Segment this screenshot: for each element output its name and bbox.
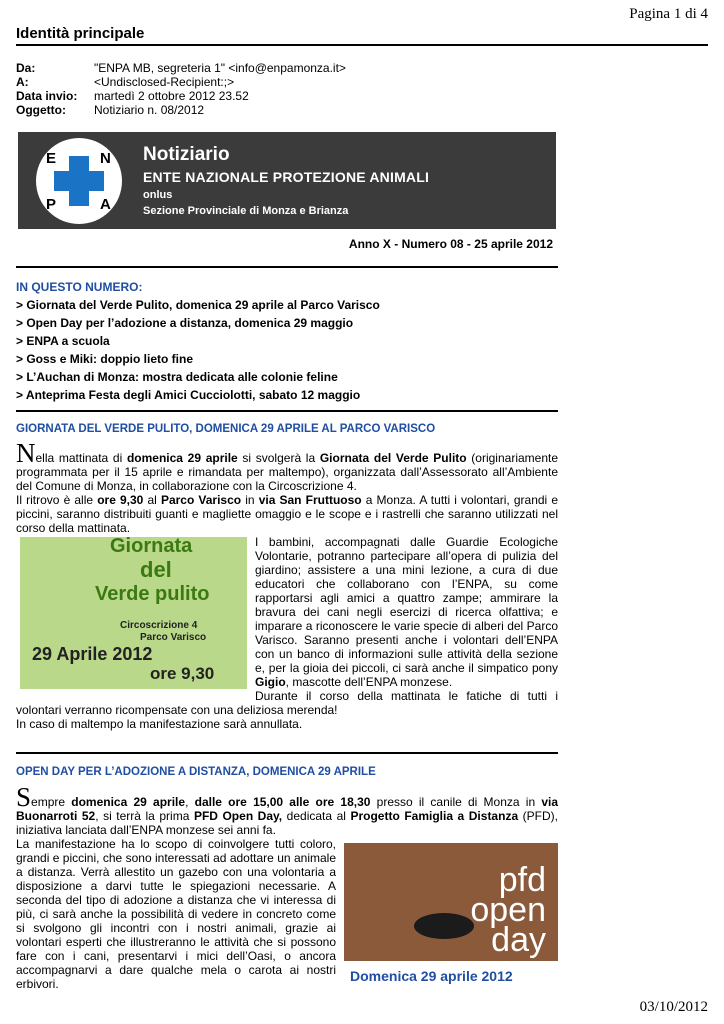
logo-letter-p: P (46, 196, 57, 213)
sent-value: martedì 2 ottobre 2012 23.52 (94, 89, 249, 103)
to-value: <Undisclosed-Recipient:;> (94, 75, 235, 89)
toc-item[interactable]: > Giornata del Verde Pulito, domenica 29 aprile al Parco Varisco (16, 298, 380, 312)
section2-body: Sempre domenica 29 aprile, dalle ore 15,00 alle ore 18,30 presso il canile di Monza in via Buonarroti 52, si terrà la prima PFD Open Day, dedicata al Progetto Famiglia a Distanza (PFD), iniziativa lanciata dall’ENPA monzese sei anni fa. pfd open day Domenica 29 aprile 2012 La manifestazione ha lo scopo di coinvolgere tutti coloro, grandi e piccini, che sono interessati ad adottare un animale a distanza. Verrà allestito un gazebo con una volontaria a disposizione a darvi tutte le spiegazioni necessarie. A seconda del tipo di adozione a distanza che vi interessa di più, ci sarà anche la possibilità di vedere in concreto come si svolgono gli incontri con i nostri animali, grazie ai volontari esperti che illustreranno le attività che si possono fare con i cani, presentarvi i mici dell’Oasi, o ancora accompagnarvi a dare qualche mela o carota ai nostri erbivori. (16, 782, 559, 991)
from-value: "ENPA MB, segreteria 1" <info@enpamonza.it> (94, 61, 346, 75)
toc-item[interactable]: > L’Auchan di Monza: mostra dedicata alle colonie feline (16, 370, 338, 384)
toc-title: IN QUESTO NUMERO: (16, 280, 143, 294)
verde-pulito-poster: Giornata del Verde pulito Circoscrizione 4 Parco Varisco 29 Aprile 2012 ore 9,30 (20, 537, 247, 689)
newsletter-banner (18, 132, 556, 229)
page-number: Pagina 1 di 4 (629, 6, 708, 22)
sent-label: Data invio: (16, 89, 78, 103)
issue-line: Anno X - Numero 08 - 25 aprile 2012 (348, 237, 553, 251)
email-headers (16, 61, 346, 117)
divider (16, 266, 558, 268)
divider (16, 752, 558, 754)
logo-letter-n: N (100, 150, 111, 167)
banner-onlus: onlus (143, 189, 173, 201)
section2-title: OPEN DAY PER L’ADOZIONE A DISTANZA, DOMENICA 29 APRILE (16, 766, 376, 778)
section1-title: GIORNATA DEL VERDE PULITO, DOMENICA 29 APRILE AL PARCO VARISCO (16, 423, 436, 435)
toc-item[interactable]: > Goss e Miki: doppio lieto fine (16, 352, 194, 366)
dropcap: N (16, 438, 36, 468)
toc-item[interactable]: > ENPA a scuola (16, 334, 110, 348)
subject-value: Notiziario n. 08/2012 (94, 103, 205, 117)
dropcap: S (16, 782, 32, 812)
enpa-logo (36, 138, 122, 224)
toc-item[interactable]: > Open Day per l’adozione a distanza, domenica 29 maggio (16, 316, 354, 330)
from-label: Da: (16, 61, 36, 75)
print-date: 03/10/2012 (639, 999, 708, 1015)
subject-label: Oggetto: (16, 103, 66, 117)
divider (16, 410, 558, 412)
banner-section: Sezione Provinciale di Monza e Brianza (143, 205, 349, 217)
to-label: A: (16, 75, 29, 89)
table-of-contents (16, 278, 380, 404)
section1-body: Nella mattinata di domenica 29 aprile si svolgerà la Giornata del Verde Pulito (originariamente programmata per il 15 aprile e rimandata per maltempo), organizzata dall’Assessorato all’Ambiente del Comune di Monza, in collaborazione con la Circoscrizione 4. Il ritrovo è alle ore 9,30 al Parco Varisco in via San Fruttuoso a Monza. A tutti i volontari, grandi e piccini, saranno distribuiti guanti e magliette omaggio e le scope e i rastrelli che saranno utilizzati nel corso della mattinata. Giornata del Verde pulito Circoscrizione 4 Parco Varisco 29 Aprile 2012 ore 9,30 I bambini, accompagnati dalle Guardie Ecologiche Volontarie, potranno partecipare all’opera di pulizia del giardino; assistere a una mini lezione, a cura di due educatori che collaborano con l’ENPA, su come rapportarsi agli amici a quattro zampe; ammirare la bravura dei cani negli esercizi di ricerca olfattiva; e imparare a riconoscere le varie specie di alberi del Parco Varisco. Saranno presenti anche i volontari dell’ENPA con un banco di informazioni sulle attività della sezione e, per la gioia dei piccoli, ci sarà anche il simpatico pony Gigio, mascotte dell’ENPA monzese. Durante il corso della mattinata le fatiche di tutti i volontari verranno ricompensate con una deliziosa merenda! In caso di maltempo la manifestazione sarà annullata. (16, 438, 559, 731)
pfd-open-day-poster: pfd open day Domenica 29 aprile 2012 (344, 843, 558, 991)
identity-heading: Identità principale (16, 25, 708, 46)
toc-item[interactable]: > Anteprima Festa degli Amici Cucciolotti, sabato 12 maggio (16, 388, 361, 402)
banner-title: Notiziario (143, 144, 230, 165)
logo-letter-e: E (46, 150, 57, 167)
logo-letter-a: A (100, 196, 111, 213)
banner-org: ENTE NAZIONALE PROTEZIONE ANIMALI (143, 169, 430, 185)
